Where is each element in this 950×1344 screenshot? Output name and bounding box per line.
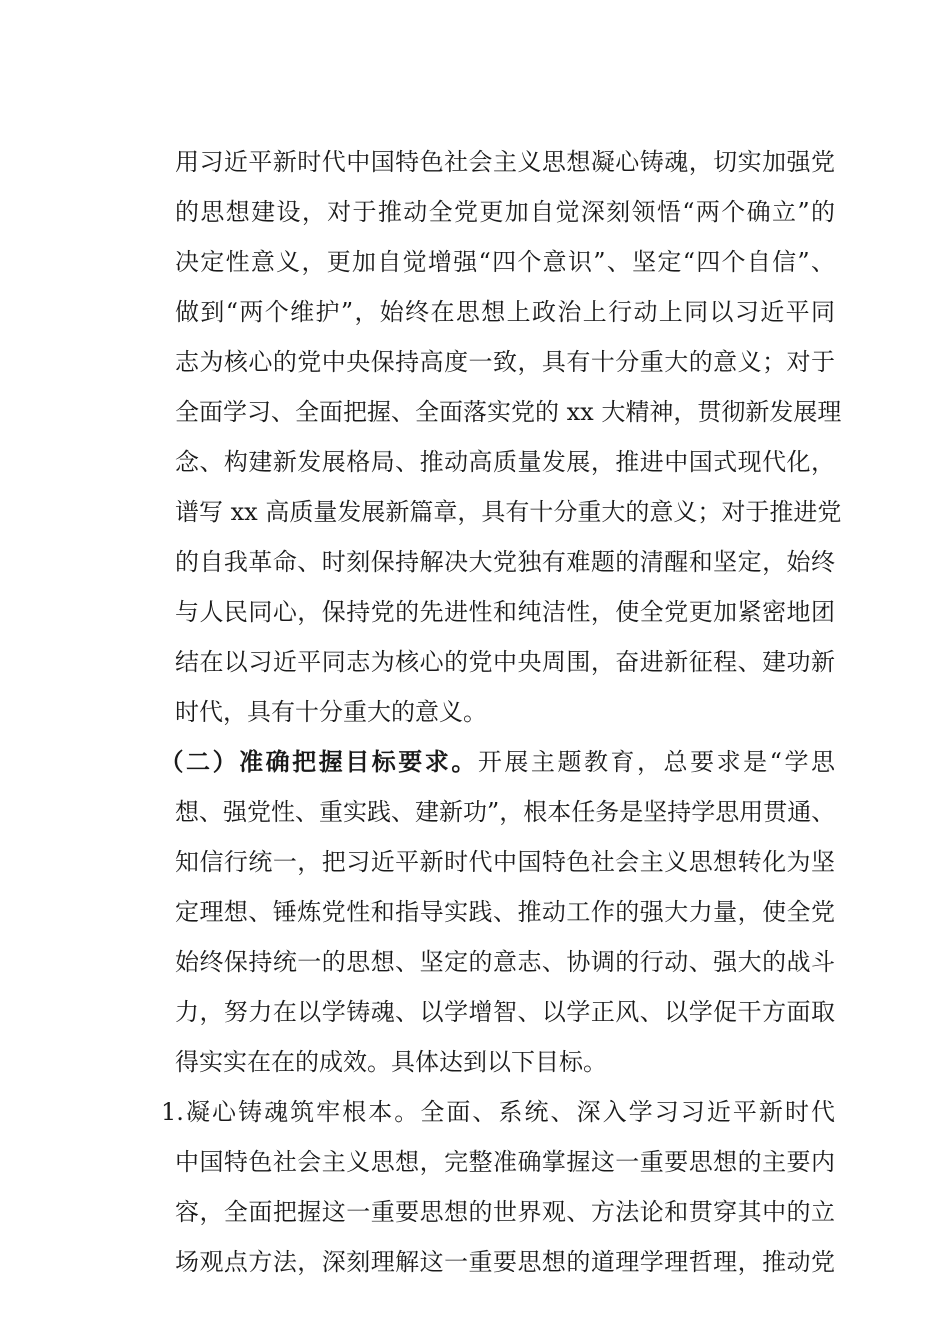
paragraph-1 [175, 137, 842, 737]
text-line: 与人民同心，保持党的先进性和纯洁性，使全党更加紧密地团 [175, 598, 835, 626]
text-line: 得实实在在的成效。具体达到以下目标。 [175, 1048, 607, 1076]
text-line: 用习近平新时代中国特色社会主义思想凝心铸魂，切实加强党 [175, 148, 835, 176]
text-line: 时代，具有十分重大的意义。 [175, 698, 487, 726]
text-line: 始终保持统一的思想、坚定的意志、协调的行动、强大的战斗 [175, 948, 835, 976]
text-line: 的自我革命、时刻保持解决大党独有难题的清醒和坚定，始终 [175, 548, 835, 576]
text-line: 做到“两个维护”，始终在思想上政治上行动上同以习近平同 [175, 298, 835, 326]
text-line: 的思想建设，对于推动全党更加自觉深刻领悟“两个确立”的 [175, 198, 835, 226]
paragraph-3 [161, 1087, 835, 1287]
paragraph-first-line: 1.凝心铸魂筑牢根本。全面、系统、深入学习习近平新时代 [161, 1098, 835, 1126]
paragraph-first-line [157, 737, 835, 787]
text-line: 志为核心的党中央保持高度一致，具有十分重大的意义；对于 [175, 348, 835, 376]
paragraph-first-line-text: 开展主题教育，总要求是“学思 [477, 748, 835, 776]
text-line: 场观点方法，深刻理解这一重要思想的道理学理哲理，推动党 [175, 1248, 835, 1276]
text-line: 中国特色社会主义思想，完整准确掌握这一重要思想的主要内 [175, 1148, 835, 1176]
text-line: 力，努力在以学铸魂、以学增智、以学正风、以学促干方面取 [175, 998, 835, 1026]
text-line: 结在以习近平同志为核心的党中央周围，奋进新征程、建功新 [175, 648, 835, 676]
text-line: 容，全面把握这一重要思想的世界观、方法论和贯穿其中的立 [175, 1198, 835, 1226]
text-line: 决定性意义，更加自觉增强“四个意识”、坚定“四个自信”、 [175, 248, 835, 276]
text-line: 定理想、锤炼党性和指导实践、推动工作的强大力量，使全党 [175, 898, 835, 926]
text-line: 想、强党性、重实践、建新功”，根本任务是坚持学思用贯通、 [175, 798, 836, 826]
paragraph-2 [157, 737, 836, 1087]
document-body [157, 137, 842, 1287]
section-heading: （二）准确把握目标要求。 [157, 748, 478, 776]
text-line: 知信行统一，把习近平新时代中国特色社会主义思想转化为坚 [175, 848, 835, 876]
text-line: 谱写 xx 高质量发展新篇章，具有十分重大的意义；对于推进党 [175, 498, 842, 526]
text-line: 全面学习、全面把握、全面落实党的 xx 大精神，贯彻新发展理 [175, 398, 842, 426]
text-line: 念、构建新发展格局、推动高质量发展，推进中国式现代化， [175, 448, 835, 476]
